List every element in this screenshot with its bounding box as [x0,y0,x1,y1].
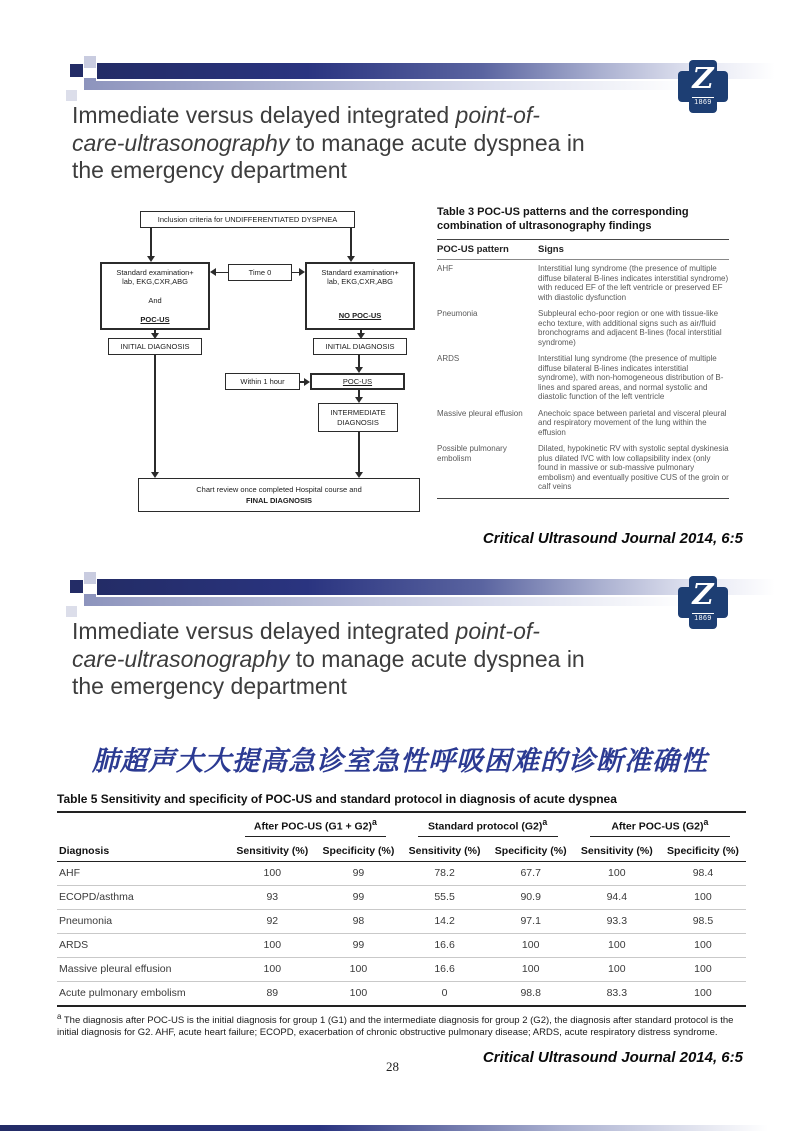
table5-col-header: Sensitivity (%) [402,841,488,862]
logo-letter: Z [692,61,714,95]
table-cell: 100 [229,933,315,957]
table-cell: 100 [574,957,660,981]
flow-text-final-diagnosis: FINAL DIAGNOSIS [245,496,313,505]
table-cell: 99 [315,885,401,909]
chinese-heading: 肺超声大大提高急诊室急性呼吸困难的诊断准确性 [92,746,708,776]
table5-group-header: After POC-US $(G1 + G2)^a$ [229,812,401,841]
table-cell: Pneumonia [437,309,478,318]
title-line1: Immediate versus delayed integrated point-of- [72,618,540,644]
table-cell: Acute pulmonary embolism [57,981,229,1006]
table3 [437,206,729,499]
logo-divider [692,613,714,614]
deco-square-navy [70,64,83,77]
table-cell: 100 [229,957,315,981]
table5-empty-header [57,812,229,841]
table5 [57,792,746,1040]
bottom-gradient-bar [0,1125,800,1131]
table-cell: 100 [315,957,401,981]
table5-col-header: Sensitivity (%) [574,841,660,862]
title-line2: care-ultrasonography to manage acute dyspnea in [72,129,585,156]
table-row [57,885,746,909]
table-cell: 14.2 [402,909,488,933]
hospital-logo [678,60,728,113]
slide1-title [72,102,652,185]
flow-text: Standard examination+ lab, EKG,CXR,ABG [321,268,399,286]
table-cell: 78.2 [402,861,488,885]
deco-square-light [84,56,96,68]
table3-bottom-rule [437,498,729,499]
table-cell: 100 [488,957,574,981]
table-cell: 0 [402,981,488,1006]
title-line3: the emergency department [72,157,347,183]
table-cell: Subpleural echo-poor region or one with tissue-like echo texture, with additional signs such as air/fluid bronchograms and adjacent B-lines (focal interstitial syndrome) [538,309,722,347]
table-cell: 92 [229,909,315,933]
flow-text: INTERMEDIATE [330,407,386,417]
table-row [57,861,746,885]
flow-intermediate-diagnosis-box [318,403,398,432]
title-line2: care-ultrasonography to manage acute dyspnea in [72,645,585,672]
table-cell: Pneumonia [57,909,229,933]
table-cell: 100 [574,933,660,957]
table-row [437,305,729,350]
table5-group-header-row [57,812,746,841]
table-cell: 16.6 [402,933,488,957]
flow-text: Standard examination+ lab, EKG,CXR,ABG [116,268,194,286]
flow-text-pocus: POC-US [140,315,170,324]
table-cell: 94.4 [574,885,660,909]
flow-time0-box: Time 0 [228,264,292,281]
flow-pocus-box: POC-US [310,373,405,390]
flow-text: And [148,296,162,305]
flow-initial-diagnosis-right: INITIAL DIAGNOSIS [313,338,407,355]
arrow-connector [154,355,156,472]
table-cell: 100 [315,981,401,1006]
table-cell: 83.3 [574,981,660,1006]
table-cell: Interstitial lung syndrome (the presence of multiple diffuse bilateral B-lines indicates interstitial syndrome), with non-homogeneous distribution of B-lines and spared areas, and normal systolic and diastolic function of the left ventricle [538,354,724,401]
table-cell: AHF [437,264,453,273]
deco-square-pale [66,90,77,101]
flow-text: Chart review once completed Hospital course and [196,485,362,494]
arrow-connector [215,272,228,274]
table5-title: Table 5 Sensitivity and specificity of POC-US and standard protocol in diagnosis of acute dyspnea [57,792,617,806]
arrow-connector [350,228,352,256]
arrowhead-left [210,268,216,276]
table-row [437,440,729,495]
logo-letter: Z [692,577,714,611]
table-row [437,260,729,305]
table-cell: 99 [315,861,401,885]
hospital-logo [678,576,728,629]
table5-col-header: Diagnosis [57,841,229,862]
deco-square-light [84,572,96,584]
table-cell: 93 [229,885,315,909]
slide2-title [72,618,652,701]
table-cell: 67.7 [488,861,574,885]
table-row [57,957,746,981]
title-line1: Immediate versus delayed integrated point-of- [72,102,540,128]
table-cell: 100 [660,957,746,981]
table3-header-row [437,239,729,260]
journal-citation: Critical Ultrasound Journal 2014, 6:5 [482,1049,743,1066]
table-cell: Interstitial lung syndrome (the presence of multiple diffuse bilateral B-lines indicates interstitial syndrome) with reduced EF of the left ventricle or preserved EF with diastolic dysfunction [538,264,729,302]
table-row [57,981,746,1006]
table-cell: 100 [660,981,746,1006]
table-cell: Possible pulmonary embolism [437,444,507,463]
table-cell: 100 [488,933,574,957]
table5-col-header: Sensitivity (%) [229,841,315,862]
arrow-connector [358,432,360,472]
table5-footnote: $^a$ The diagnosis after POC-US is the initial diagnosis for group 1 (G1) and the intermediate diagnosis for group 2 (G2), the diagnosis after standard protocol is the initial diagnosis for G2. AHF, acute heart failure; ECOPD, exacerbation of chronic obstructive pulmonary disease; ARDS, acute respiratory distress syndrome. [57,1011,734,1039]
study-flowchart [98,207,428,519]
table5-grid [57,811,746,1007]
flow-inclusion-box: Inclusion criteria for UNDIFFERENTIATED DYSPNEA [140,211,355,228]
table-row [57,909,746,933]
flow-within-1-hour-box: Within 1 hour [225,373,300,390]
table-cell: Massive pleural effusion [57,957,229,981]
table3-title: Table 3 POC-US patterns and the corresponding combination of ultrasonography findings [437,206,689,232]
table-cell: 100 [574,861,660,885]
table-cell: 97.1 [488,909,574,933]
table5-subheader-row [57,841,746,862]
table-cell: ARDS [437,354,460,363]
table5-col-header: Specificity (%) [660,841,746,862]
logo-divider [692,97,714,98]
table5-col-header: Specificity (%) [488,841,574,862]
table-cell: 89 [229,981,315,1006]
flow-no-pocus-arm-box [305,262,415,330]
journal-citation: Critical Ultrasound Journal 2014, 6:5 [482,530,743,547]
table-cell: ARDS [57,933,229,957]
flow-final-box [138,478,420,512]
table-cell: 100 [660,933,746,957]
table-cell: 98 [315,909,401,933]
table-cell: 16.6 [402,957,488,981]
flow-initial-diagnosis-left: INITIAL DIAGNOSIS [108,338,202,355]
table-cell: 93.3 [574,909,660,933]
table-cell: Dilated, hypokinetic RV with systolic septal dyskinesia plus dilated IVC with low collapsibility index (only found in massive or sub-massive pulmonary embolism) and eventually positive CUS of the groin or calf veins [538,444,729,491]
table-cell: ECOPD/asthma [57,885,229,909]
table-cell: 98.8 [488,981,574,1006]
table-cell: Massive pleural effusion [437,408,523,418]
table-cell: 100 [229,861,315,885]
arrow-connector [150,228,152,256]
table-cell: 98.5 [660,909,746,933]
logo-year: 1869 [694,615,712,622]
logo-year: 1869 [694,99,712,106]
page-number: 28 [386,1059,399,1074]
table-row [437,350,729,405]
table3-col-header: POC-US pattern [437,244,509,255]
table-cell: 55.5 [402,885,488,909]
table-cell: AHF [57,861,229,885]
table5-col-header: Specificity (%) [315,841,401,862]
table-cell: 90.9 [488,885,574,909]
flow-text-no-pocus: NO POC-US [338,311,382,320]
table-cell: 100 [660,885,746,909]
flow-pocus-arm-box [100,262,210,330]
table3-col-header: Signs [538,244,564,255]
flow-text: DIAGNOSIS [337,417,379,427]
table-cell: 99 [315,933,401,957]
table-cell: 98.4 [660,861,746,885]
deco-square-navy [70,580,83,593]
deco-square-pale [66,606,77,617]
table5-group-header: After POC-US $(G2)^a$ [574,812,746,841]
table-row [57,933,746,957]
title-line3: the emergency department [72,673,347,699]
table-cell: Anechoic space between parietal and visceral pleural and respiratory movement of the lung within the effusion [538,408,727,437]
table5-group-header: Standard protocol $(G2)^a$ [402,812,574,841]
table-row [437,405,729,441]
